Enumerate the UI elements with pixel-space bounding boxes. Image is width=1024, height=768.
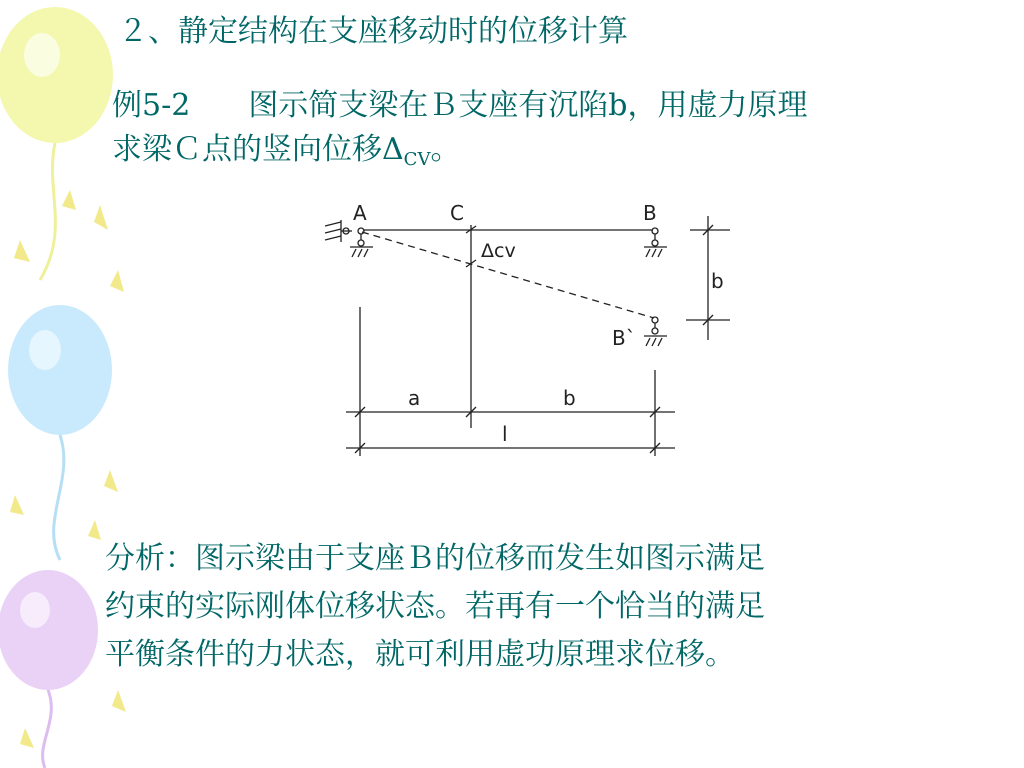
support-b-pin	[652, 228, 658, 234]
support-a-pin	[358, 228, 364, 234]
label-c: C	[450, 201, 464, 225]
example-label: 例5-2	[112, 88, 191, 123]
label-b-prime: B`	[612, 326, 636, 350]
example-text	[112, 84, 1017, 182]
label-b: B	[643, 201, 657, 225]
wall-hatch	[325, 222, 341, 226]
analysis-line: 分析：图示梁由于支座Ｂ的位移而发生如图示满足	[105, 541, 765, 576]
dim-label-b: b	[563, 386, 576, 410]
label-delta-cv: Δcv	[481, 240, 516, 262]
analysis-text	[105, 535, 1005, 679]
example-line-1	[112, 84, 1017, 128]
example-text-line-1: 图示简支梁在Ｂ支座有沉陷b，用虚力原理	[248, 88, 808, 123]
support-bprime-pin	[652, 317, 658, 323]
delta-subscript: CV	[403, 149, 431, 170]
purple-balloon	[0, 570, 98, 768]
example-text-line-2: 求梁Ｃ点的竖向位移Δ	[112, 132, 404, 167]
example-line-2-end: 。	[430, 132, 461, 167]
label-settlement-b: b	[711, 269, 724, 293]
label-a: A	[353, 201, 367, 225]
dim-label-l: l	[502, 422, 508, 446]
dim-label-a: a	[408, 386, 421, 410]
example-line-2	[112, 128, 1017, 182]
analysis-line: 约束的实际刚体位移状态。若再有一个恰当的满足	[105, 589, 765, 624]
slide-heading: ２、静定结构在支座移动时的位移计算	[118, 14, 628, 49]
analysis-line: 平衡条件的力状态，就可利用虚功原理求位移。	[105, 637, 735, 672]
blue-balloon	[8, 305, 112, 560]
beam-diagram	[310, 190, 760, 470]
yellow-balloon	[0, 7, 113, 280]
